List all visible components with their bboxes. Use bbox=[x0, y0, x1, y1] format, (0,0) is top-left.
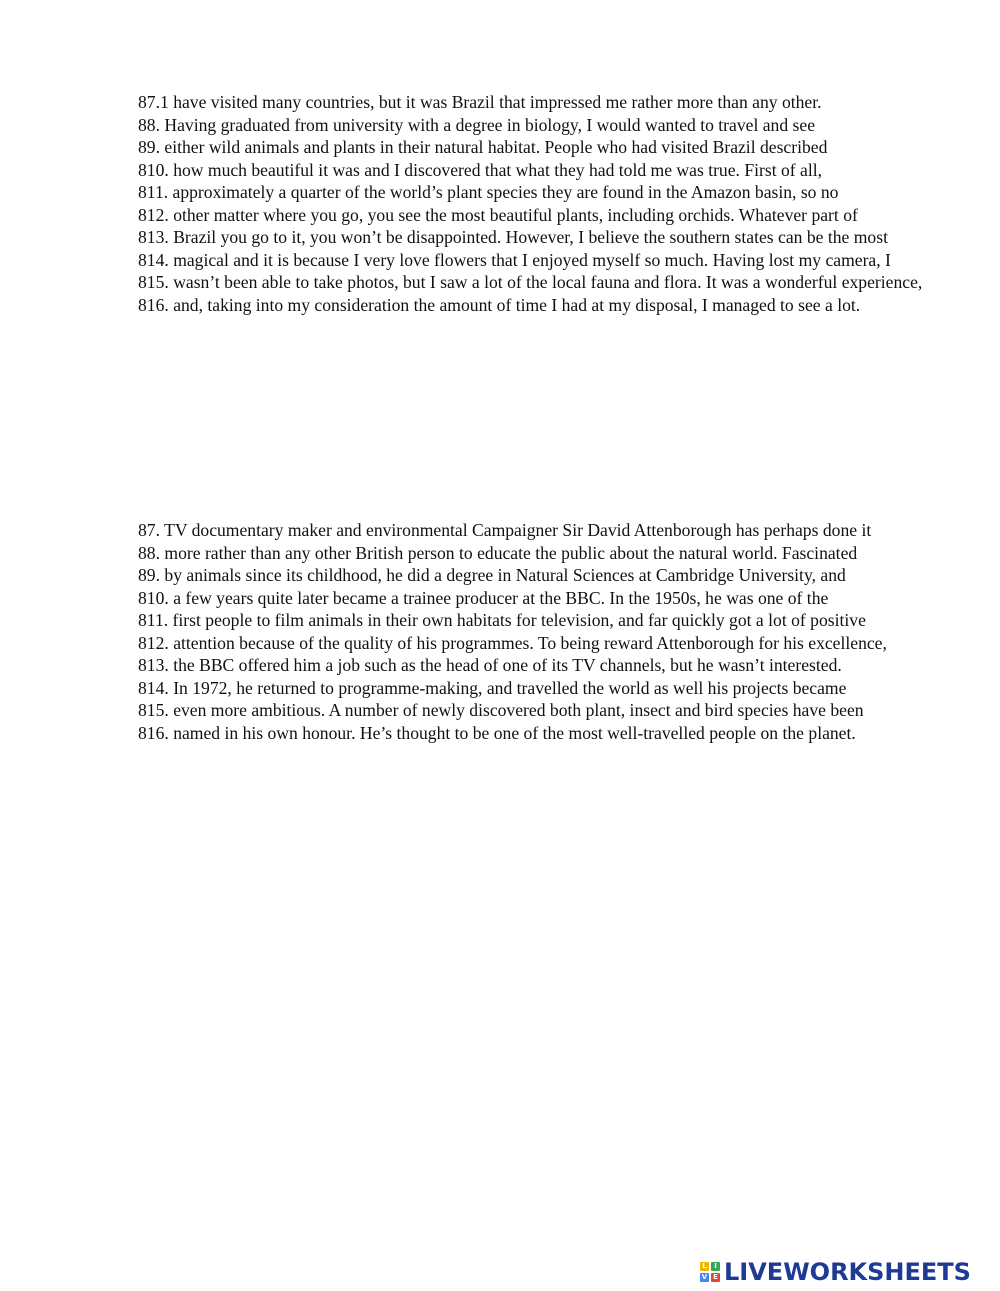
passage-1-line: 814. magical and it is because I very love flowers that I enjoyed myself so much. Having lost my camera, I bbox=[138, 249, 891, 270]
liveworksheets-wordmark: LIVEWORKSHEETS bbox=[724, 1258, 971, 1286]
passage-2-line: 89. by animals since its childhood, he did a degree in Natural Sciences at Cambridge University, and bbox=[138, 565, 846, 585]
passage-2-line: 88. more rather than any other British person to educate the public about the natural world. Fascinated bbox=[138, 542, 858, 563]
passage-2 bbox=[138, 519, 938, 744]
passage-1-line: 812. other matter where you go, you see the most beautiful plants, including orchids. Whatever part of bbox=[138, 204, 858, 225]
passage-1-line: 87.1 have visited many countries, but it was Brazil that impressed me rather more than any other. bbox=[138, 92, 822, 112]
passage-2-line: 811. first people to film animals in their own habitats for television, and far quickly got a lot of positive bbox=[138, 610, 866, 630]
passage-2-line: 810. a few years quite later became a trainee producer at the BBC. In the 1950s, he was one of the bbox=[138, 587, 829, 608]
passage-2-line: 814. In 1972, he returned to programme-making, and travelled the world as well his projects became bbox=[138, 677, 847, 698]
passage-2-line: 816. named in his own honour. He’s thought to be one of the most well-travelled people on the planet. bbox=[138, 722, 856, 743]
passage-2-line: 812. attention because of the quality of his programmes. To being reward Attenborough for his excellence, bbox=[138, 632, 887, 653]
passage-1-line: 89. either wild animals and plants in their natural habitat. People who had visited Brazil described bbox=[138, 137, 828, 157]
passage-2-line: 87. TV documentary maker and environmental Campaigner Sir David Attenborough has perhaps done it bbox=[138, 520, 872, 540]
passage-1-line: 816. and, taking into my consideration the amount of time I had at my disposal, I managed to see a lot. bbox=[138, 294, 861, 315]
badge-letter-v: V bbox=[701, 1273, 708, 1281]
liveworksheets-logo[interactable] bbox=[700, 1258, 971, 1286]
passage-1 bbox=[138, 91, 938, 316]
passage-2-line: 813. the BBC offered him a job such as the head of one of its TV channels, but he wasn’t interested. bbox=[138, 655, 842, 675]
passage-1-line: 815. wasn’t been able to take photos, but I saw a lot of the local fauna and flora. It was a wonderful experience, bbox=[138, 272, 923, 292]
passage-1-line: 813. Brazil you go to it, you won’t be disappointed. However, I believe the southern states can be the most bbox=[138, 227, 888, 247]
badge-letter-i: I bbox=[711, 1262, 720, 1271]
passage-1-line: 811. approximately a quarter of the world’s plant species they are found in the Amazon basin, so no bbox=[138, 182, 839, 202]
badge-letter-e: E bbox=[711, 1273, 720, 1282]
passage-1-line: 810. how much beautiful it was and I discovered that what they had told me was true. First of all, bbox=[138, 159, 823, 180]
liveworksheets-badge-icon bbox=[700, 1262, 720, 1282]
passage-2-line: 815. even more ambitious. A number of newly discovered both plant, insect and bird species have been bbox=[138, 700, 864, 720]
badge-letter-l: L bbox=[700, 1262, 709, 1271]
passage-1-line: 88. Having graduated from university with a degree in biology, I would wanted to travel and see bbox=[138, 114, 816, 135]
